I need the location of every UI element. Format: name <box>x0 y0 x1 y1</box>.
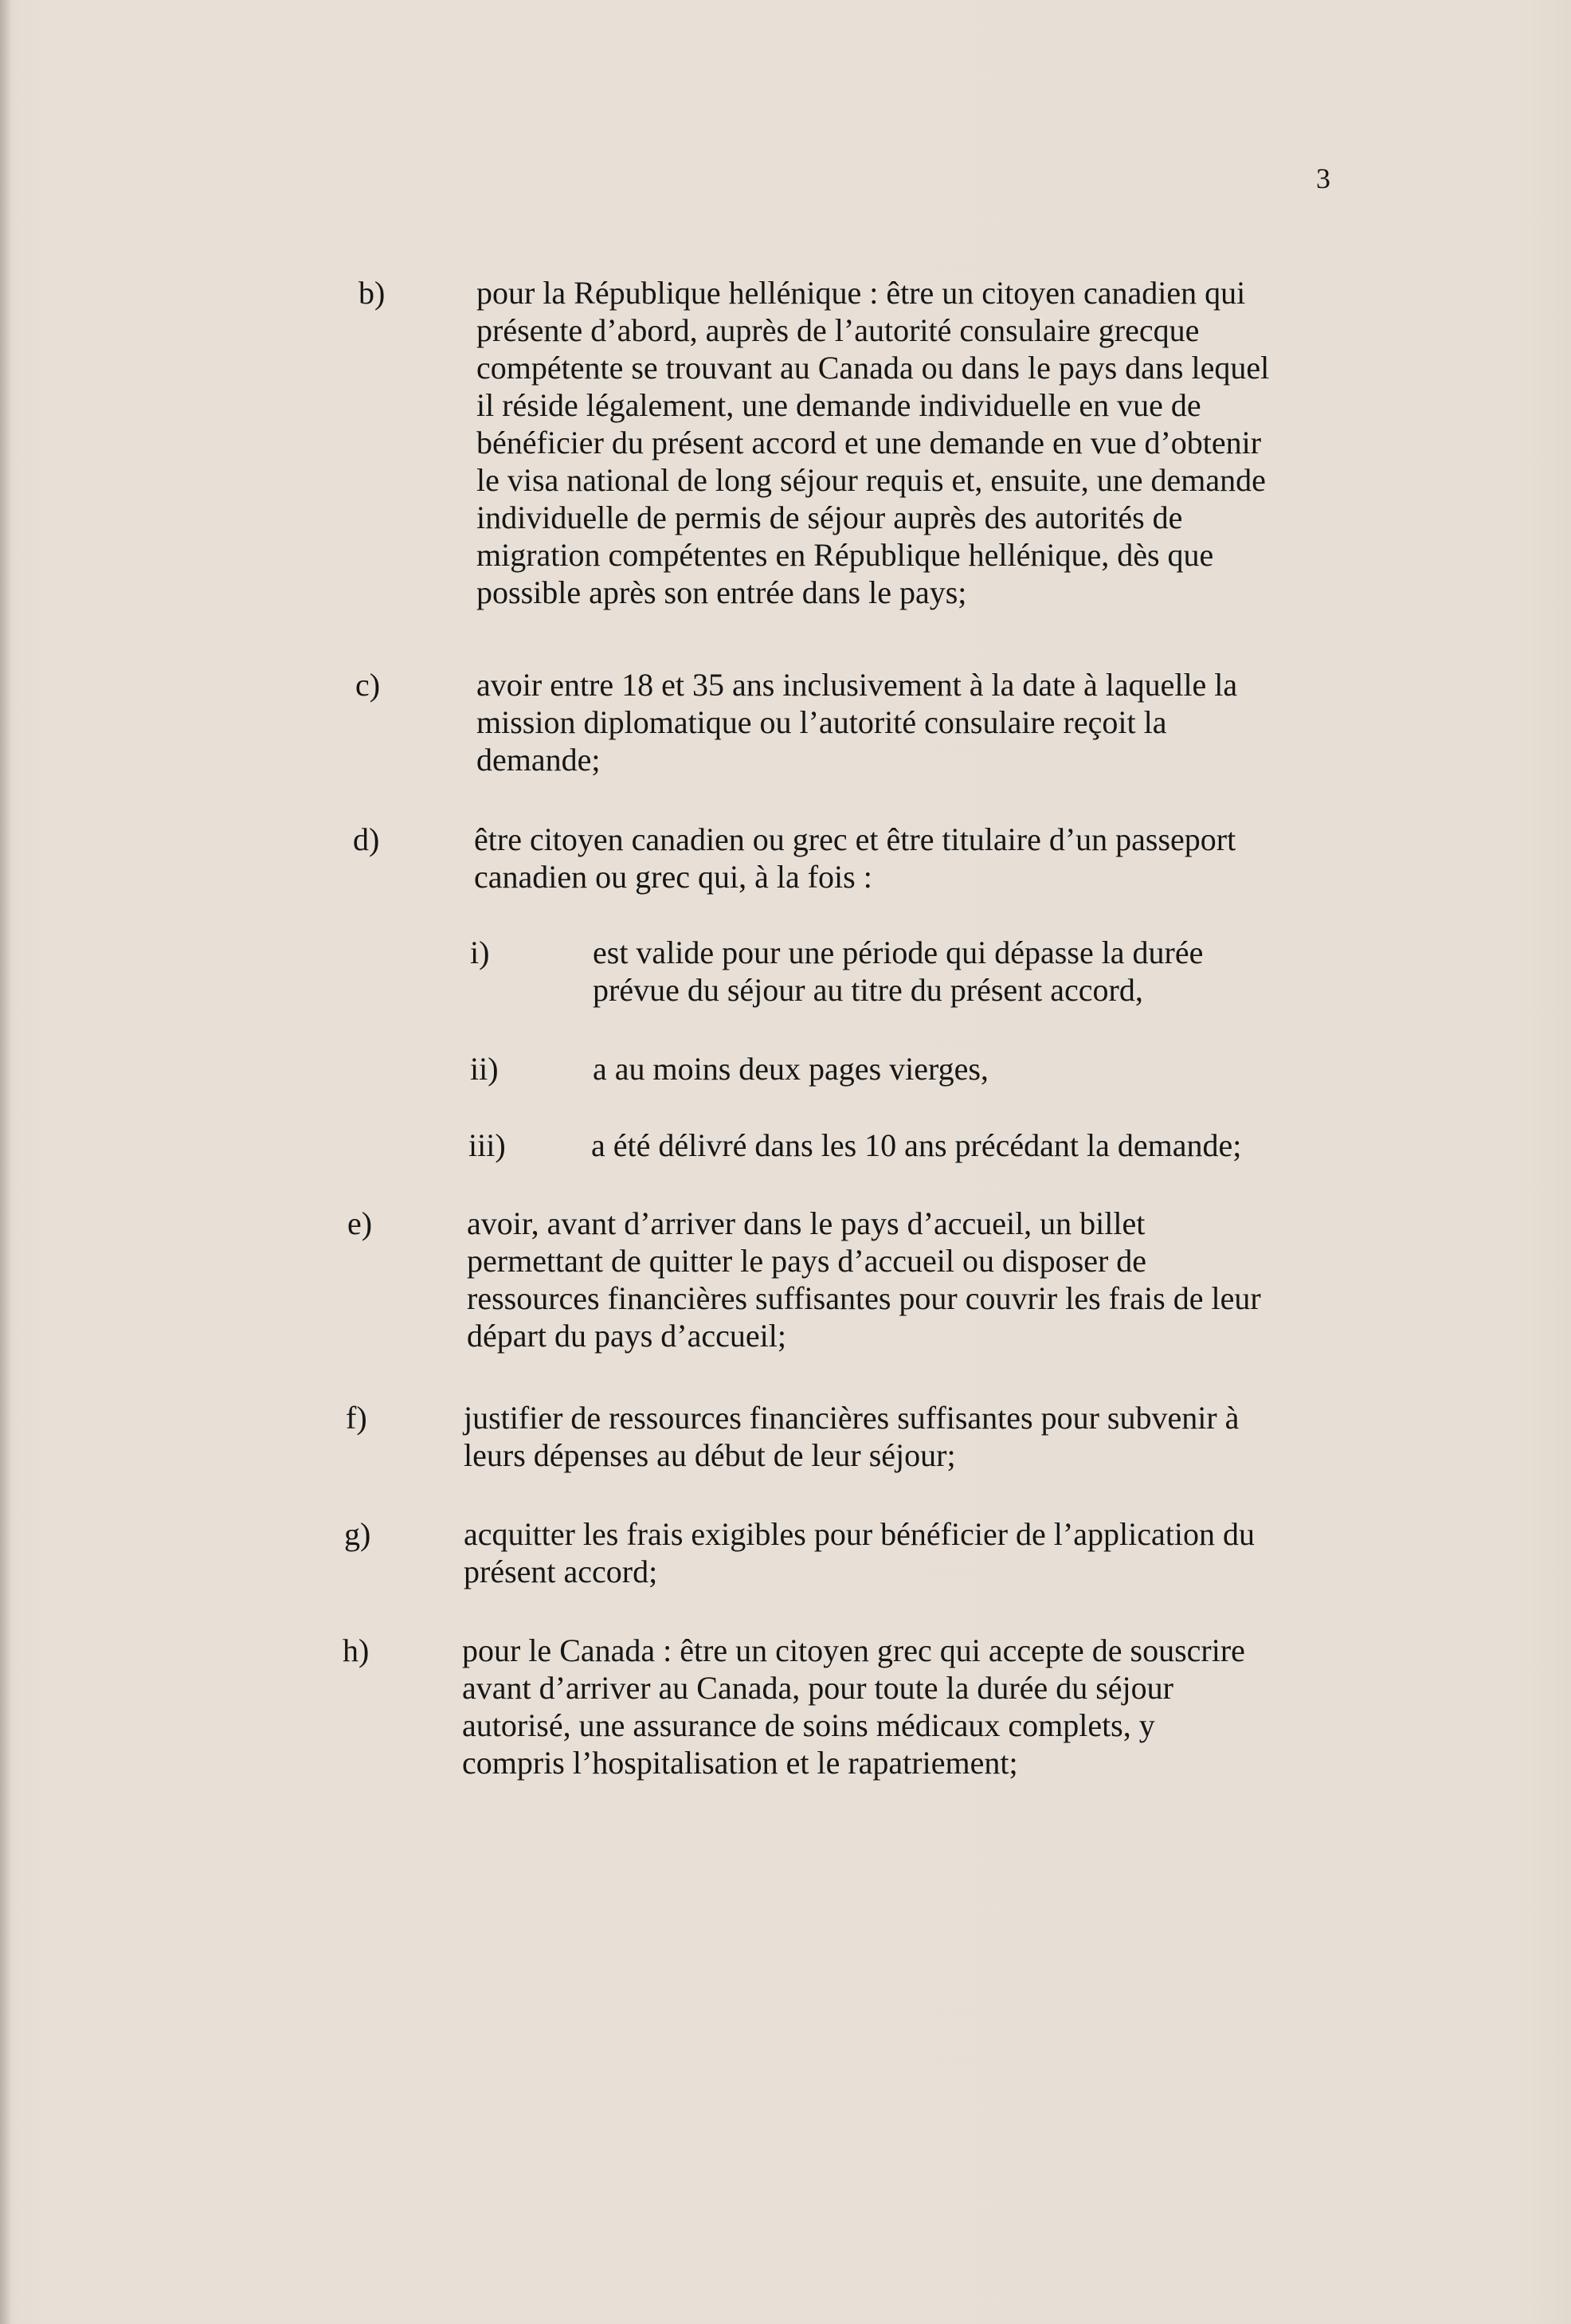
item-label: b) <box>358 275 386 311</box>
item-label: d) <box>353 821 380 857</box>
sub-item-label: iii) <box>468 1127 506 1163</box>
sub-item-label: i) <box>470 935 490 970</box>
item-label: e) <box>347 1205 373 1241</box>
item-text: avoir, avant d’arriver dans le pays d’accueil, un billet permettant de quitter le pays d’accueil ou disposer de ressources financières suffisantes pour couvrir les frais de leur départ du pays d’accueil; <box>467 1205 1261 1354</box>
page-number: 3 <box>1316 163 1330 194</box>
list-item-f <box>346 1399 1357 1479</box>
item-text: avoir entre 18 et 35 ans inclusivement à la date à laquelle la mission diplomatique ou l’autorité consulaire reçoit la demande; <box>476 667 1238 778</box>
page-edge-shadow <box>0 0 11 2324</box>
item-text: acquitter les frais exigibles pour bénéficier de l’application du présent accord; <box>464 1516 1255 1589</box>
item-text: pour la République hellénique : être un citoyen canadien qui présente d’abord, auprès de l’autorité consulaire grecque compétente se trouvant au Canada ou dans le pays dans lequel il réside légalement, une demande individuelle en vue de bénéficier du présent accord et une demande en vue d’obtenir le visa national de long séjour requis et, ensuite, une demande individuelle de permis de séjour auprès des autorités de migration compétentes en République hellénique, dès que possible après son entrée dans le pays; <box>476 275 1270 610</box>
item-label: g) <box>344 1516 371 1552</box>
item-label: c) <box>355 667 381 703</box>
list-item-b <box>358 274 1362 625</box>
sub-item-text: a au moins deux pages vierges, <box>593 1051 989 1087</box>
sub-item-label: ii) <box>470 1051 499 1087</box>
item-label: h) <box>343 1632 370 1668</box>
item-text: être citoyen canadien ou grec et être titulaire d’un passeport canadien ou grec qui, à la fois : <box>474 821 1236 895</box>
item-label: f) <box>346 1400 367 1436</box>
list-item-g <box>344 1515 1356 1595</box>
item-text: pour le Canada : être un citoyen grec qui accepte de souscrire avant d’arriver au Canada, pour toute la durée du séjour autorisé, une assurance de soins médicaux complets, y compris l’hospitalisation et le rapatriement; <box>462 1632 1245 1781</box>
sub-item-text: a été délivré dans les 10 ans précédant la demande; <box>591 1127 1242 1163</box>
item-text: justifier de ressources financières suffisantes pour subvenir à leurs dépenses au début de leur séjour; <box>464 1400 1240 1473</box>
sub-item-ii <box>470 1050 1346 1090</box>
list-item-d <box>353 821 1357 900</box>
list-item-e <box>347 1205 1359 1361</box>
sub-item-text: est valide pour une période qui dépasse la durée prévue du séjour au titre du présent accord, <box>593 935 1204 1008</box>
list-item-c <box>355 666 1359 786</box>
list-item-h <box>343 1632 1354 1788</box>
sub-item-iii <box>468 1127 1345 1166</box>
sub-item-i <box>470 934 1346 1013</box>
